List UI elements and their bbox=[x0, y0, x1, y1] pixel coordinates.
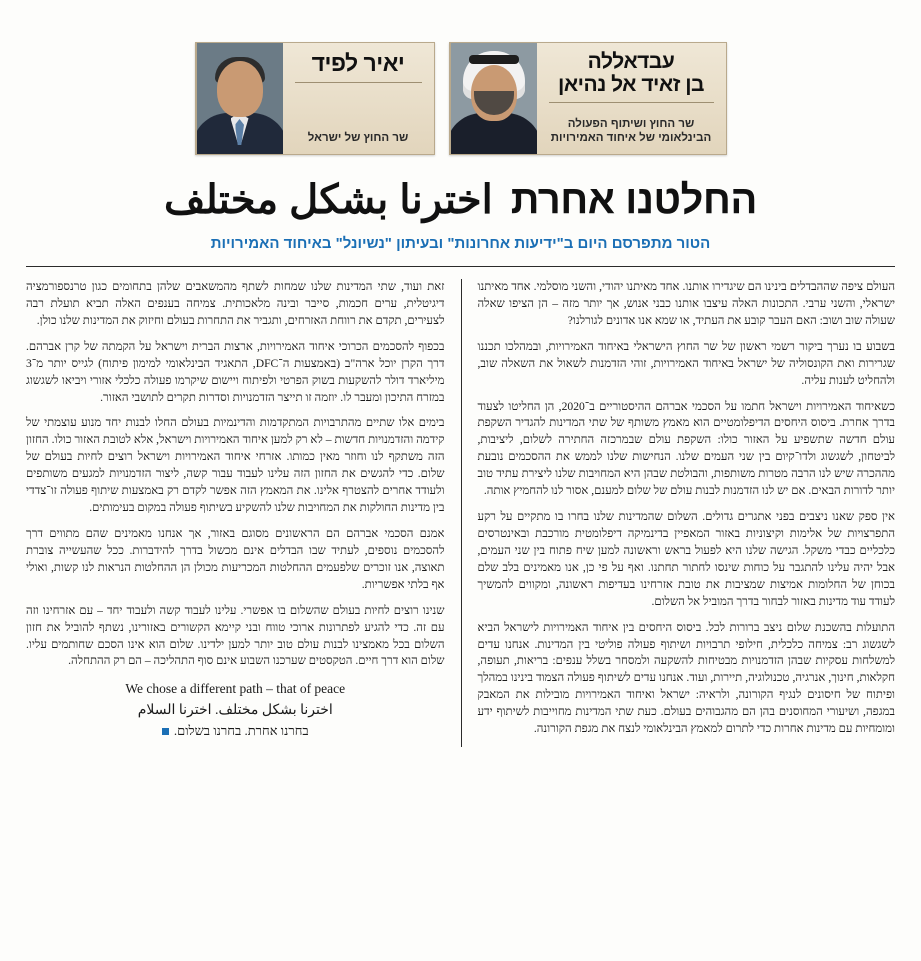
author-card-lapid bbox=[195, 42, 435, 155]
paragraph: בשבוע בו נערך ביקור רשמי ראשון של שר החוץ הישראלי באיחוד האמירויות, ובמהלכו תכננו שגרירות ואת הקונסוליה של ישראל באיחוד האמירויות, זוהי הזדמנות לשאול את השאלה שוב, ולהחליט לענות עליה. bbox=[477, 339, 895, 387]
article-subhead: הטור מתפרסם היום ב"ידיעות אחרונות" ובעיתון "נשיונל" באיחוד האמירויות bbox=[210, 235, 711, 252]
end-mark-icon bbox=[162, 728, 169, 735]
card-divider bbox=[549, 102, 714, 103]
author-name-lapid: יאיר לפיד bbox=[311, 50, 405, 76]
paragraph: זאת ועוד, שתי המדינות שלנו שמחות לשתף מהמשאבים שלהן בתחומים כגון טרנספורמציה דיגיטלית, ערים חכמות, סייבר ובינה מלאכותית. צמיחה בענפים האלה תביא תועלת רבה לצעירים, תקדם את רווחת האזרחים, ותגביר את התחרות בעולם וחיזוק את המדינות שלנו כולן. bbox=[26, 280, 445, 327]
paragraph: כשאיחוד האמירויות וישראל חתמו על הסכמי אברהם ההיסטוריים ב־2020, הן החליטו לצעוד בדרך אחרת. ביסוס היחסים הדיפלומטיים הוא מאמץ משותף של שתי המדינות להגדיר השקפת עולם חדשה שתשפיע על האזור כולו: השקפת עולם שבמרכזה החתירה לשלום, ליציבות, לביטחון, לשגשוג ולדו־קיום בין שני העמים שלנו. הנחישות שלנו לממש את ההסכמים נובעת מההכרה שיש לנו הרבה מטרות משותפות, והבולטת שבהן היא המחויבות שלנו ליצירת עתיד טוב יותר לדורות הבאים. אם יש לנו הזדמנות לבנות עולם של שלום למענם, אסור לנו להחמיץ אותה. bbox=[477, 399, 896, 498]
paragraph: בכפוף להסכמים הכרוכי איחוד האמירויות, ארצות הברית וישראל על הקמתה של קרן אברהם. דרך הקרן יוכל ארה"ב (באמצעות ה־DFC, התאגיד הבינלאומי למימון פיתוח) לגייס יותר מ־3 מיליארד דולר להשקעות בשוק הפרטי ולפיתוח ויישום שיקרמו פעולה כלכלי אזורי ויביאו לשגשוג במזרח התיכון ומעבר לו. יוזמה זו תייצר הזדמנויות וסדרות תקרים לתושבי האזור. bbox=[26, 339, 445, 404]
article-body bbox=[0, 267, 921, 747]
closing-hebrew-wrap bbox=[26, 721, 445, 741]
closing-english: We chose a different path – that of peace bbox=[125, 681, 346, 697]
headline-arabic: اخترنا بشكل مختلف bbox=[164, 178, 493, 222]
author-card-abdullah-text bbox=[537, 43, 726, 154]
author-name-abdullah-line1: עבדאללה bbox=[587, 50, 675, 73]
agal-icon bbox=[469, 55, 519, 64]
author-role-abdullah: שר החוץ ושיתוף הפעולה הבינלאומי של איחוד האמירויות bbox=[550, 117, 712, 145]
head-shape bbox=[217, 61, 263, 117]
headline-hebrew: החלטנו אחרת bbox=[510, 178, 757, 222]
card-divider bbox=[295, 82, 422, 83]
author-photo-abdullah bbox=[450, 43, 537, 154]
article-column-left bbox=[26, 279, 461, 747]
author-card-lapid-text bbox=[283, 43, 434, 154]
paragraph: שנינו רוצים לחיות בעולם שהשלום בו אפשרי. עלינו לעבוד קשה ולעבוד יחד – עם אזרחינו וזה עם זה. כדי להגיע לפתרונות ארוכי טווח ובני קיימא הקשורים באזורינו, נשתף להוביל את חזון השלום בכל מאמצינו לבנות עולם טוב יותר למען ילדינו. שלום הוא אינו הסכם שחותמים עליו. שלום הוא דרך חיים. הטקסטים שערכנו השבוע אינם סוף התהליכה – הם רק ההתחלה. bbox=[26, 603, 445, 668]
author-name-abdullah-line2: בן זאיד אל נהיאן bbox=[558, 72, 704, 96]
author-cards bbox=[0, 0, 921, 155]
author-card-abdullah bbox=[449, 42, 727, 155]
author-photo-lapid bbox=[196, 43, 283, 154]
article-closing bbox=[26, 679, 445, 740]
paragraph: אמנם הסכמי אברהם הם הראשונים מסוגם באזור, אך אנחנו מאמינים שהם מתווים דרך להסכמים נוספים, לעתיד שבו הבדלים אינם מכשול בדרך להידברות. ככל שהעשייה צוברת תאוצה, אנו זוכרים שלפעמים ההחלטות המכריעות מכולן הן ההחלטות הנראות לנו קשות, ואולי אף בלתי אפשריות. bbox=[26, 526, 445, 591]
article-column-right bbox=[461, 279, 896, 747]
paragraph: התועלות בהשכנת שלום ניצב ברורות לכל. ביסוס היחסים בין איחוד האמירויות לישראל הביא לשגשוג רב: צמיחה כלכלית, חילופי תרבויות ושיתוף פעולה פוליטי בין המדינות. אנחנו עדים למשלחות עסקיות שבהן הזדמנויות מבטיחות להשקעה ולמסחר בשלל ענפים: בריאות, תעופה, חקלאות, חינוך, אנרגיה, טכנולוגיה, תיירות, ועוד. אנחנו עדים לשיתוף פעולה הצמוד בינינו במהלך ופיתוח של חיסונים לנגיף הקורונה, ולראיה: ישראל ואיחוד האמירויות מובילות את המאבק במגפה, ושיעורי המחוסנים בהן הם מהגבוהים בעולם. כעת שתי המדינות מחוייבות לשיתוף ידע ומומחיות עם מדינות אחרות כדי לתרום למאמץ הבינלאומי לנצח את מגפת הקורונה. bbox=[477, 620, 895, 736]
author-role-lapid: שר החוץ של ישראל bbox=[307, 132, 409, 145]
closing-hebrew: בחרנו אחרת. בחרנו בשלום. bbox=[173, 722, 309, 738]
paragraph: בימים אלו שתיים מהתרבויות המתקדמות והדינמיות בעולם החלו לבנות יחד מנוע עוצמתי של קידמה והזדמנויות חדשות – לא רק למען איחוד האמירויות וישראל, אלא לטובת האזור כולו. החזון הזה משתקף לנו וחוזר מאין כמותו. אזרחי איחוד האמירויות וישראל רוצים לחיות בעולם של שלום. כדי להגשים את החזון הזה עלינו לעבוד עבור קשה, ליצור הזדמנויות למגעים משותפים ולעודד אחרים להצטרף אלינו. את המאמץ הזה אפשר לקדם רק באמצעות שיתוף פעולה זו־צדדי בין מדינות החולקות את המחויבות שלנו להשקיע בשיתוף פעולה במקום בעימותים. bbox=[26, 416, 445, 515]
closing-arabic: اخترنا بشكل مختلف. اخترنا السلام bbox=[137, 702, 333, 718]
paragraph: העולם ציפה שההבדלים בינינו הם שיגדירו אותנו. אחד מאיתנו יהודי, והשני מוסלמי. אחד מאיתנו ישראלי, והשני ערבי. התכונות האלה עיצבו אותנו כבני אנוש, אך יותר מזה – הן הציפו שאלה שעולה שוב ושוב: האם העבר קובע את העתיד, או שמא אנו אדונים לגורלנו? bbox=[477, 280, 895, 327]
paragraph: אין ספק שאנו ניצבים בפני אתגרים גדולים. השלום שהמדינות שלנו בחרו בו מתקיים על רקע התפרצויות של אלימות וקיצוניות באזור המאפיין בדינמיקה דיפלומטית מורכבת ובאינטרסים כלכליים כבדי משקל. הגישה שלנו היא לפעול בראש וראשונה למען שיח פתוח בין שני העמים, אבל יהיה עלינו להתגבר על כוחות שינסו לחתור תחתנו. ואף על פי כן, אנו מאמינים בלב שלם בכוחן של החלומות אמיצות שמציבות את טובת אזרחינו בעדיפות ראשונה, ומקווים להמשיך לעודד עוד מדינות באזור לבחור בדרך המוביל אל השלום. bbox=[477, 510, 895, 608]
article-headline bbox=[0, 177, 921, 223]
